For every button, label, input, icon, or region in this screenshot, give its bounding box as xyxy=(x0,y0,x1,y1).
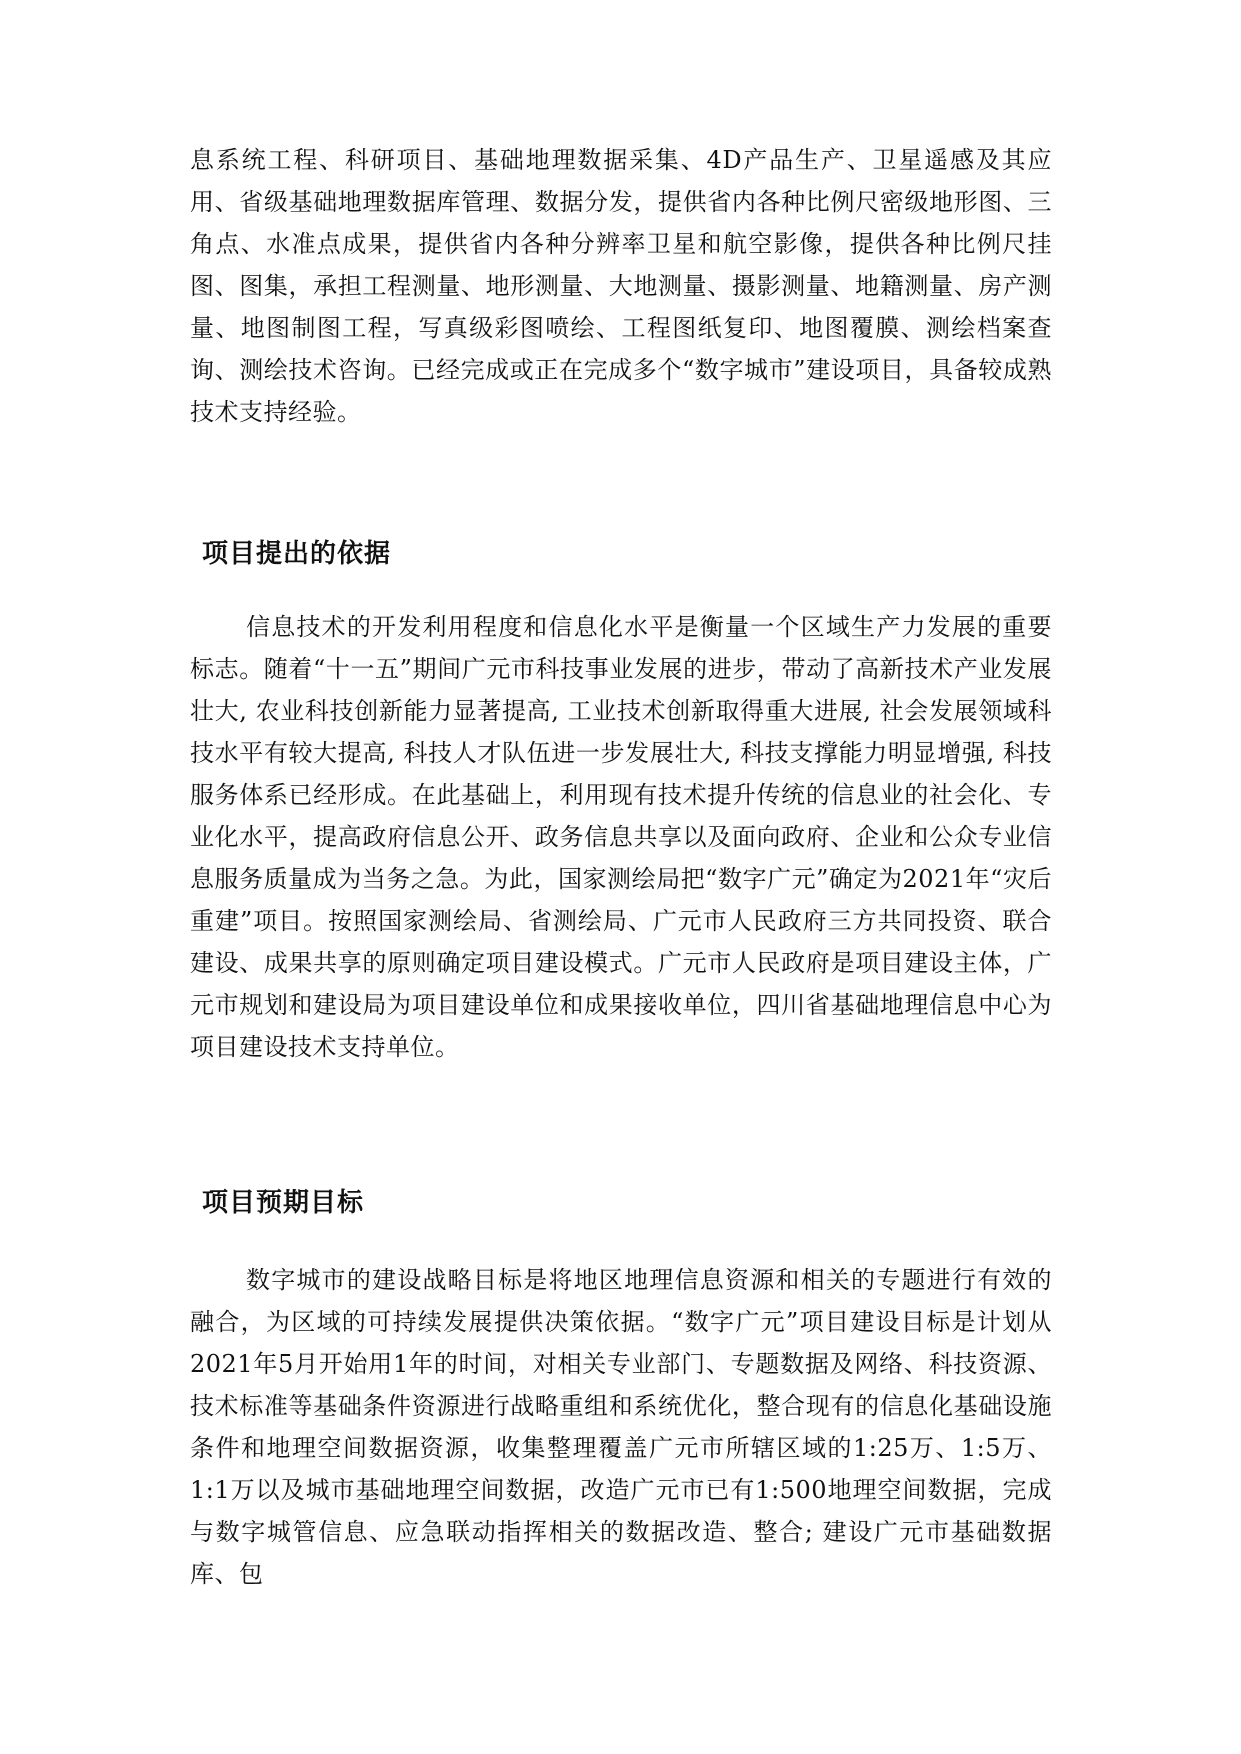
goals-paragraph: 数字城市的建设战略目标是将地区地理信息资源和相关的专题进行有效的融合，为区域的可持续发展提供决策依据。“数字广元”项目建设目标是计划从2021年5月开始用1年的时间，对相关专业部门、专题数据及网络、科技资源、技术标准等基础条件资源进行战略重组和系统优化，整合现有的信息化基础设施条件和地理空间数据资源，收集整理覆盖广元市所辖区域的1:25万、1:5万、1:1万以及城市基础地理空间数据，改造广元市已有1:500地理空间数据，完成与数字城管信息、应急联动指挥相关的数据改造、整合; 建设广元市基础数据库、包 xyxy=(190,1266,1052,1588)
goals-section-block xyxy=(190,1259,1052,1595)
basis-paragraph: 信息技术的开发利用程度和信息化水平是衡量一个区域生产力发展的重要标志。随着“十一五”期间广元市科技事业发展的进步，带动了高新技术产业发展壮大, 农业科技创新能力显著提高, 工业技术创新取得重大进展, 社会发展领域科技水平有较大提高, 科技人才队伍进一步发展壮大, 科技支撑能力明显增强, 科技服务体系已经形成。在此基础上，利用现有技术提升传统的信息业的社会化、专业化水平，提高政府信息公开、政务信息共享以及面向政府、企业和公众专业信息服务质量成为当务之急。为此，国家测绘局把“数字广元”确定为2021年“灾后重建”项目。按照国家测绘局、省测绘局、广元市人民政府三方共同投资、联合建设、成果共享的原则确定项目建设模式。广元市人民政府是项目建设主体，广元市规划和建设局为项目建设单位和成果接收单位，四川省基础地理信息中心为项目建设技术支持单位。 xyxy=(190,613,1052,1061)
intro-continuation-block xyxy=(190,139,1052,433)
goals-section-heading: 项目预期目标 xyxy=(202,1188,365,1218)
basis-section-heading: 项目提出的依据 xyxy=(202,539,392,569)
basis-section-block xyxy=(190,606,1052,1068)
intro-continuation-paragraph: 息系统工程、科研项目、基础地理数据采集、4D产品生产、卫星遥感及其应用、省级基础地理数据库管理、数据分发，提供省内各种比例尺密级地形图、三角点、水准点成果，提供省内各种分辨率卫星和航空影像，提供各种比例尺挂图、图集，承担工程测量、地形测量、大地测量、摄影测量、地籍测量、房产测量、地图制图工程，写真级彩图喷绘、工程图纸复印、地图覆膜、测绘档案查询、测绘技术咨询。已经完成或正在完成多个“数字城市”建设项目，具备较成熟技术支持经验。 xyxy=(190,146,1052,426)
